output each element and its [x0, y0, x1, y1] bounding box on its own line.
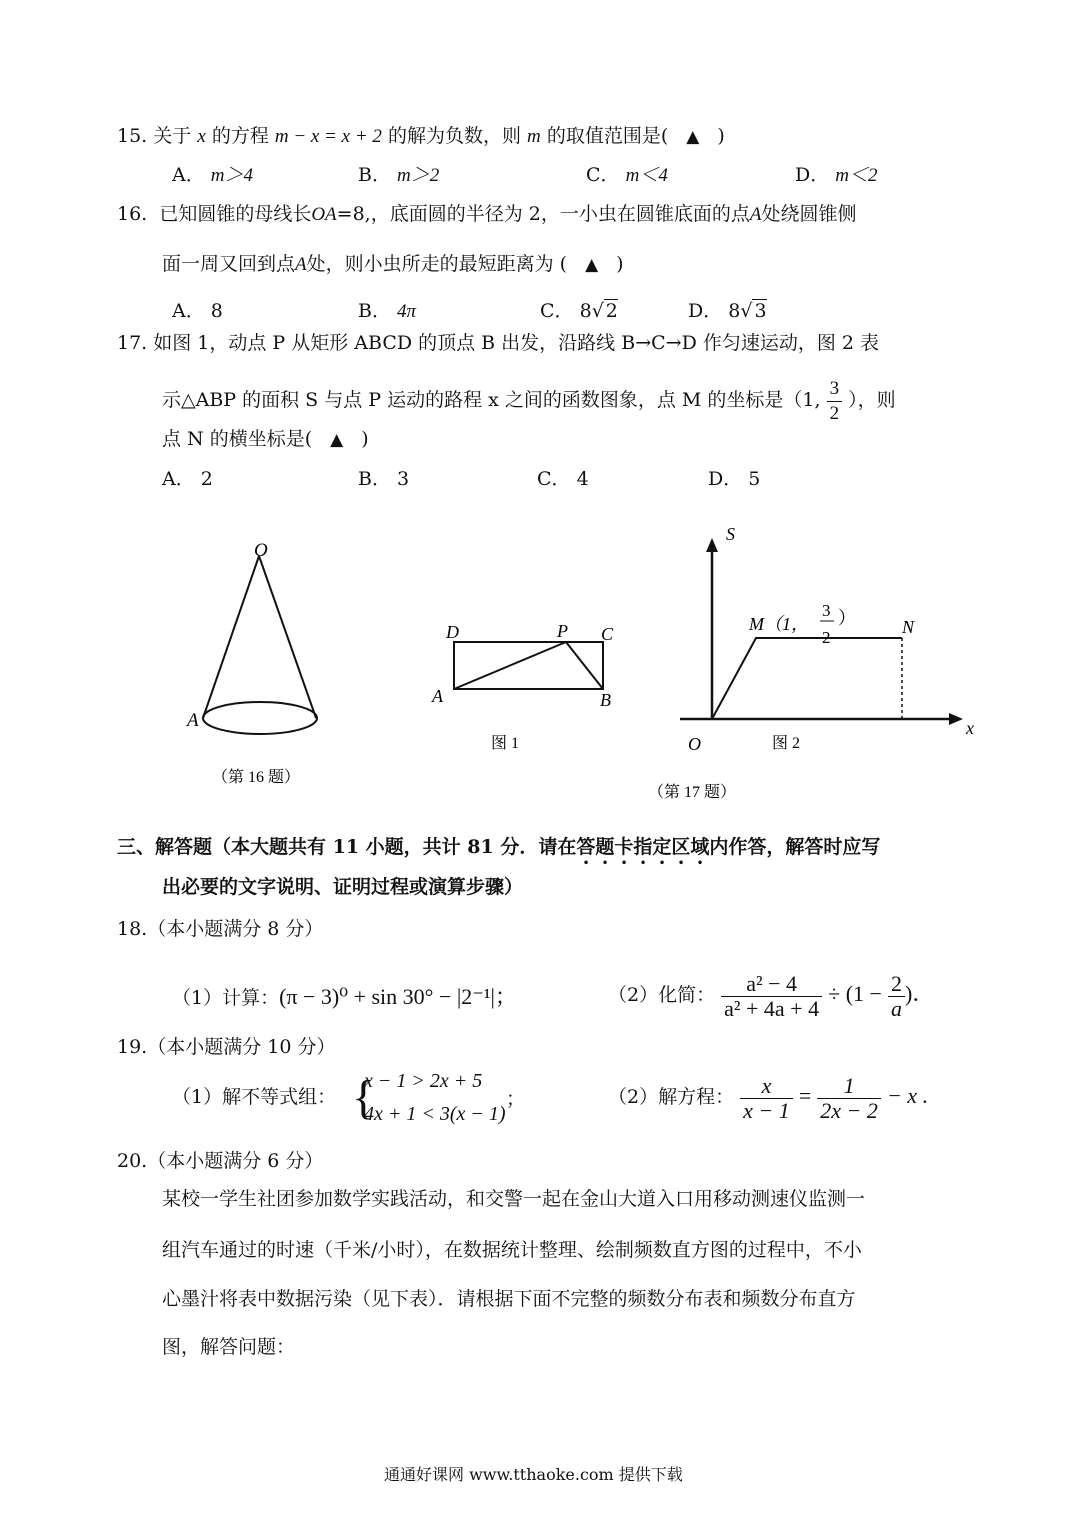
- cone-apex-label: O: [254, 540, 268, 561]
- graph-m-frac-num: 3: [822, 601, 831, 620]
- q20-header: 20.（本小题满分 6 分）: [117, 1150, 324, 1172]
- rect-label-b: B: [600, 690, 611, 710]
- q19-semicolon: ；: [506, 1088, 526, 1110]
- answer-marker: ▲: [686, 127, 700, 147]
- rect-label-c: C: [601, 624, 614, 644]
- q19-inequality-2: 4x + 1 < 3(x − 1): [364, 1103, 506, 1125]
- q16-option-c: C． 8√ 2: [540, 300, 618, 322]
- q18-part2: （2）化简： $\frac{\text{a² − 4}}{\text{a² + 4a + 4}}$ ÷ (1 − $\frac{2}{a}$ )．: [608, 970, 935, 1021]
- q16-option-b: B． 4π: [358, 300, 417, 322]
- rect-label-d: D: [446, 622, 459, 642]
- graph-point-n-label: N: [902, 617, 915, 637]
- q18-header: 18.（本小题满分 8 分）: [117, 918, 324, 940]
- q17-option-d: D． 5: [708, 468, 761, 490]
- fraction-three-halves: $\frac{3}{2}$: [827, 377, 843, 426]
- q17-option-a: A． 2: [162, 468, 213, 490]
- q19-header: 19.（本小题满分 10 分）: [117, 1036, 336, 1058]
- q20-text-line4: 图，解答问题：: [162, 1336, 296, 1358]
- cone-figure: [185, 540, 317, 786]
- function-graph-figure: [648, 524, 974, 801]
- cone-caption: （第 16 题）: [212, 769, 301, 786]
- q20-text-line2: 组汽车通过的时速（千米/小时），在数据统计整理、绘制频数直方图的过程中，不小: [162, 1239, 862, 1261]
- rect-label-p: P: [557, 621, 568, 641]
- graph-origin-label: O: [688, 734, 701, 754]
- q16-stem-line2: 面一周又回到点A处，则小虫所走的最短距离为 ( ▲ ): [162, 251, 624, 278]
- q19-brace: {: [352, 1071, 376, 1124]
- q17-stem-line1: 17. 如图 1，动点 P 从矩形 ABCD 的顶点 B 出发，沿路线 B→C→D 作匀速运动，图 2 表: [117, 332, 880, 354]
- footer-credit: 通通好课网 www.tthaoke.com 提供下载: [384, 1465, 683, 1484]
- rectangle-figure: [431, 621, 614, 752]
- graph-m-close: ）: [838, 608, 856, 628]
- q15-option-b: B． m＞2: [358, 164, 440, 186]
- figures-area: [0, 520, 1087, 810]
- graph-axis-s-label: S: [726, 524, 735, 544]
- q17-option-b: B． 3: [358, 468, 410, 490]
- answer-marker: ▲: [330, 430, 344, 450]
- rect-caption: 图 1: [491, 735, 520, 752]
- graph-point-m-label: M（1，: [749, 614, 809, 634]
- q15-stem: 15. 关于 x 的方程 m − x = x + 2 的解为负数，则 m 的取值范围是( ▲ ): [117, 123, 725, 150]
- q18-main-fraction: $\frac{\text{a² − 4}}{\text{a² + 4a + 4}}$: [721, 972, 822, 1021]
- cone-base-label: A: [187, 710, 199, 731]
- q15-option-c: C． m＜4: [586, 164, 668, 186]
- q16-option-a: A． 8: [172, 300, 223, 322]
- q19-part1-label: （1）解不等式组：: [172, 1086, 337, 1108]
- graph-m-frac-den: 2: [822, 628, 831, 647]
- q20-text-line1: 某校一学生社团参加数学实践活动，和交警一起在金山大道入口用移动测速仪监测一: [162, 1188, 866, 1210]
- answer-marker: ▲: [585, 255, 599, 275]
- graph-axis-x-label: x: [966, 718, 974, 738]
- q17-stem-line3: 点 N 的横坐标是( ▲ ): [162, 426, 369, 453]
- q17-option-c: C． 4: [537, 468, 589, 490]
- q19-rhs-fraction: $\frac{1}{2x - 2}$: [817, 1074, 881, 1123]
- q20-text-line3: 心墨汁将表中数据污染（见下表）．请根据下面不完整的频数分布表和频数分布直方: [162, 1288, 856, 1310]
- rect-label-a: A: [432, 686, 443, 706]
- section3-heading-line2: 出必要的文字说明、证明过程或演算步骤）: [162, 876, 524, 898]
- q19-lhs-fraction: $\frac{x}{x - 1}$: [740, 1074, 793, 1123]
- q18-part1: （1）计算：(π − 3)⁰ + sin 30° − |2⁻¹|；: [172, 984, 517, 1009]
- q16-stem-line1: 16. 已知圆锥的母线长OA=8,，底面圆的半径为 2，一小虫在圆锥底面的点A处绕圆锥侧: [117, 203, 857, 225]
- q19-inequality-1: x − 1 > 2x + 5: [364, 1070, 483, 1092]
- q15-option-a: A． m＞4: [172, 164, 254, 186]
- q17-stem-line2: 示△ABP 的面积 S 与点 P 运动的路程 x 之间的函数图象，点 M 的坐标是（1, $\frac{3}{2}$ ），则: [162, 377, 896, 424]
- q19-part2: （2）解方程： $\frac{x}{x - 1}$ = $\frac{1}{2x - 2}$ − x .: [608, 1072, 929, 1123]
- section3-heading-line1: 三、解答题（本大题共有 11 小题，共计 81 分．请在答题卡指定区域内作答，解答时应写: [117, 836, 881, 858]
- q17-caption: （第 17 题）: [648, 784, 737, 801]
- graph-caption: 图 2: [772, 735, 801, 752]
- q16-option-d: D． 8√ 3: [688, 300, 767, 322]
- q18-inner-fraction: $\frac{2}{a}$: [888, 972, 905, 1021]
- q15-option-d: D． m＜2: [795, 164, 878, 186]
